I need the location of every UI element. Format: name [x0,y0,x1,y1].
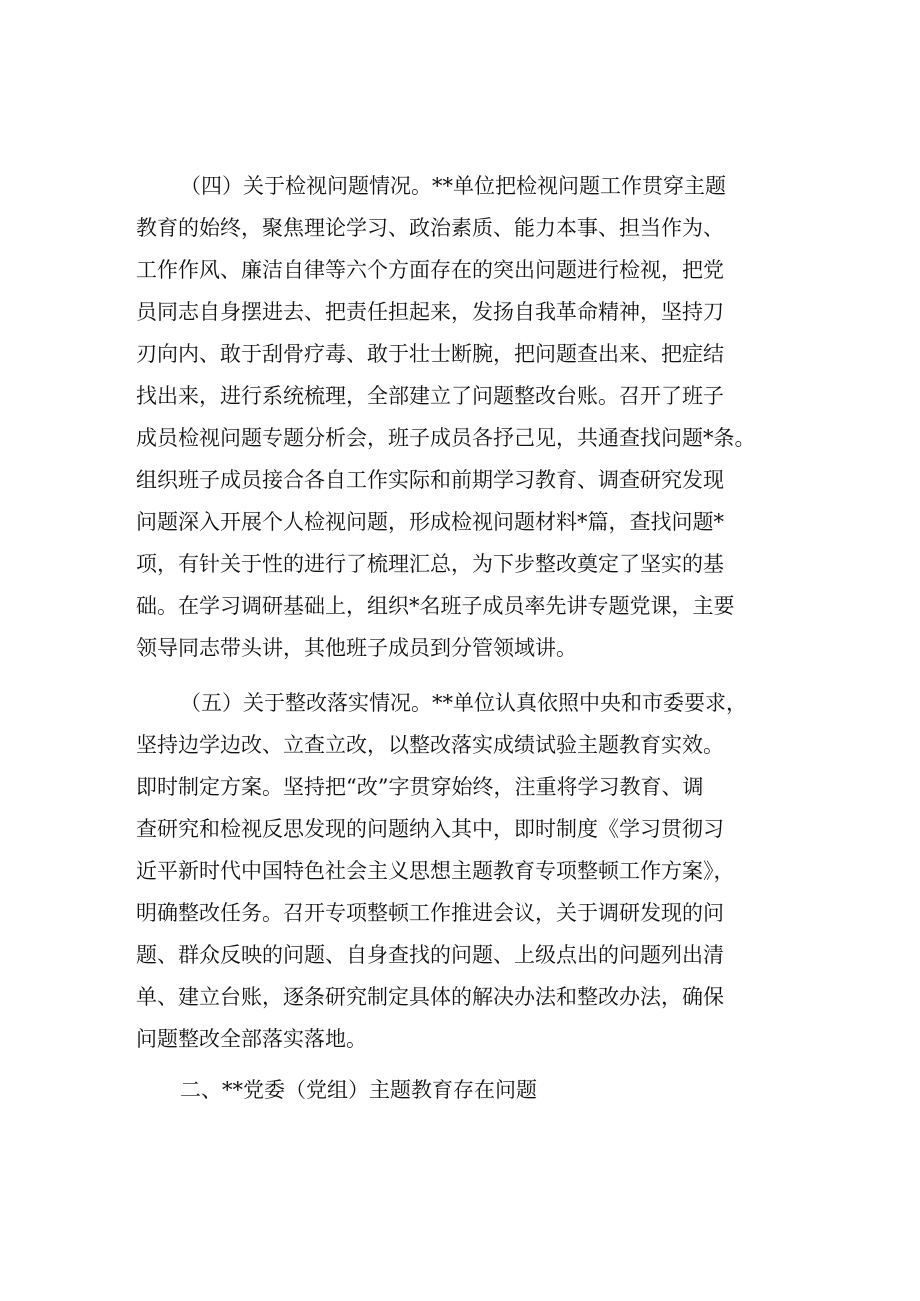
section-5-line-2: 坚持边学边改、立查立改，以整改落实成绩试验主题教育实效。 [136,733,724,757]
section-5-line-1: （五）关于整改落实情况。**单位认真依照中央和市委要求， [180,691,747,715]
section-4-line-11: 础。在学习调研基础上，组织*名班子成员率先讲专题党课，主要 [136,594,735,618]
section-5-line-7: 题、群众反映的问题、自身查找的问题、上级点出的问题列出清 [136,943,724,967]
section-4-line-3: 工作作风、廉洁自律等六个方面存在的突出问题进行检视，把党 [136,258,724,282]
section-heading-2: 二、**党委（党组）主题教育存在问题 [180,1078,537,1102]
section-4-line-6: 找出来，进行系统梳理，全部建立了问题整改台账。召开了班子 [136,384,724,408]
section-4-line-7: 成员检视问题专题分析会，班子成员各抒己见，共通查找问题*条。 [136,426,756,450]
section-5-line-5: 近平新时代中国特色社会主义思想主题教育专项整顿工作方案》， [136,859,735,883]
section-5-line-8: 单、建立台账，逐条研究制定具体的解决办法和整改办法，确保 [136,985,724,1009]
section-5-line-9: 问题整改全部落实落地。 [136,1027,367,1051]
section-4-line-9: 问题深入开展个人检视问题，形成检视问题材料*篇，查找问题* [136,510,724,534]
section-4-line-2: 教育的始终，聚焦理论学习、政治素质、能力本事、担当作为、 [136,216,724,240]
section-4-line-8: 组织班子成员接合各自工作实际和前期学习教育、调查研究发现 [136,468,724,492]
section-5-line-3: 即时制定方案。坚持把“改”字贯穿始终，注重将学习教育、调 [136,775,704,799]
section-4-line-12: 领导同志带头讲，其他班子成员到分管领域讲。 [136,636,577,660]
section-5-line-6: 明确整改任务。召开专项整顿工作推进会议，关于调研发现的问 [136,901,724,925]
section-4-line-4: 员同志自身摆进去、把责任担起来，发扬自我革命精神，坚持刀 [136,300,724,324]
section-4-line-1: （四）关于检视问题情况。**单位把检视问题工作贯穿主题 [180,174,726,198]
section-4-line-10: 项，有针关于性的进行了梳理汇总，为下步整改奠定了坚实的基 [136,552,724,576]
section-4-line-5: 刃向内、敢于刮骨疗毒、敢于壮士断腕，把问题查出来、把症结 [136,342,724,366]
section-5-line-4: 查研究和检视反思发现的问题纳入其中，即时制度《学习贯彻习 [136,817,724,841]
